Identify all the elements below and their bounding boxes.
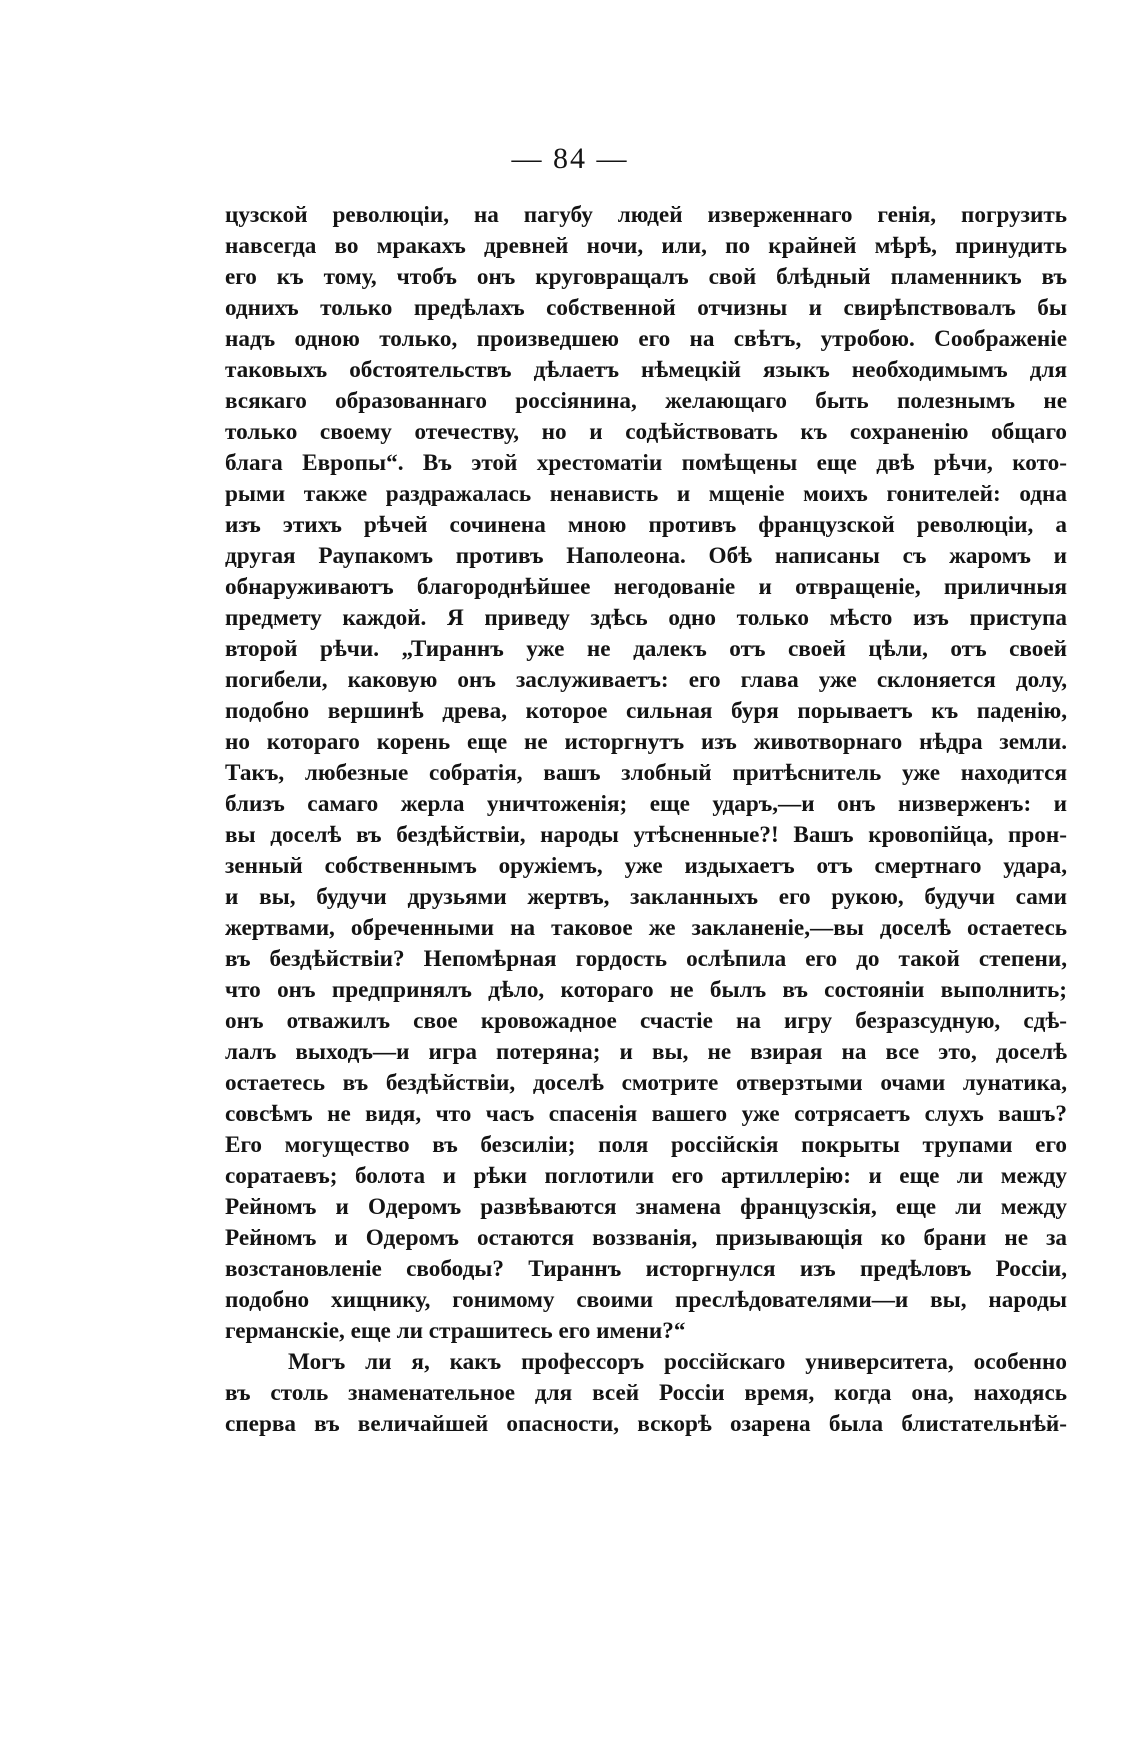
body-text xyxy=(225,200,1067,1440)
text-line: Могъ ли я, какъ профессоръ россійскаго университета, особенно xyxy=(288,1349,1067,1375)
text-line: надъ одною только, произведшею его на свѣтъ, утробою. Соображеніе xyxy=(225,326,1067,352)
text-line: лалъ выходъ—и игра потеряна; и вы, не взирая на все это, доселѣ xyxy=(225,1039,1067,1065)
text-line: что онъ предпринялъ дѣло, котораго не былъ въ состояніи выполнить; xyxy=(225,977,1067,1003)
text-line: Рейномъ и Одеромъ развѣваются знамена французскія, еще ли между xyxy=(225,1194,1067,1220)
text-line: изъ этихъ рѣчей сочинена мною противъ французской революціи, а xyxy=(225,512,1067,538)
text-line: навсегда во мракахъ древней ночи, или, по крайней мѣрѣ, принудить xyxy=(225,233,1067,259)
text-line: сперва въ величайшей опасности, вскорѣ озарена была блистательнѣй- xyxy=(225,1411,1067,1437)
text-line: другая Раупакомъ противъ Наполеона. Обѣ написаны съ жаромъ и xyxy=(225,543,1067,569)
text-line: погибели, каковую онъ заслуживаетъ: его глава уже склоняется долу, xyxy=(225,667,1067,693)
text-line: предмету каждой. Я приведу здѣсь одно только мѣсто изъ приступа xyxy=(225,605,1067,631)
text-line: и вы, будучи друзьями жертвъ, закланныхъ его рукою, будучи сами xyxy=(225,884,1067,910)
text-line: въ бездѣйствіи? Непомѣрная гордость ослѣпила его до такой степени, xyxy=(225,946,1067,972)
text-line: близъ самаго жерла уничтоженія; еще ударъ,—и онъ низверженъ: и xyxy=(225,791,1067,817)
text-line: обнаруживаютъ благороднѣйшее негодованіе и отвращеніе, приличныя xyxy=(225,574,1067,600)
text-line: но котораго корень еще не исторгнутъ изъ животворнаго нѣдра земли. xyxy=(225,729,1067,755)
text-line: рыми также раздражалась ненависть и мщеніе моихъ гонителей: одна xyxy=(225,481,1067,507)
text-line: соратаевъ; болота и рѣки поглотили его артиллерію: и еще ли между xyxy=(225,1163,1067,1189)
text-line: германскіе, еще ли страшитесь его имени?“ xyxy=(225,1318,686,1344)
text-line: всякаго образованнаго россіянина, желающаго быть полезнымъ не xyxy=(225,388,1067,414)
text-line: подобно хищнику, гонимому своими преслѣдователями—и вы, народы xyxy=(225,1287,1067,1313)
text-line: второй рѣчи. „Тираннъ уже не далекъ отъ своей цѣли, отъ своей xyxy=(225,636,1067,662)
text-line: подобно вершинѣ древа, которое сильная буря порываетъ къ паденію, xyxy=(225,698,1067,724)
text-line: блага Европы“. Въ этой хрестоматіи помѣщены еще двѣ рѣчи, кото- xyxy=(225,450,1067,476)
text-line: вы доселѣ въ бездѣйствіи, народы утѣсненные?! Вашъ кровопійца, прон- xyxy=(225,822,1067,848)
text-line: жертвами, обреченными на таковое же закланеніе,—вы доселѣ остаетесь xyxy=(225,915,1067,941)
text-line: онъ отважилъ свое кровожадное счастіе на игру безразсудную, сдѣ- xyxy=(225,1008,1067,1034)
text-line: Такъ, любезные собратія, вашъ злобный притѣснитель уже находится xyxy=(225,760,1067,786)
text-line: его къ тому, чтобъ онъ круговращалъ свой блѣдный пламенникъ въ xyxy=(225,264,1067,290)
text-line: цузской революціи, на пагубу людей изверженнаго генія, погрузить xyxy=(225,202,1067,228)
text-line: зенный собственнымъ оружіемъ, уже издыхаетъ отъ смертнаго удара, xyxy=(225,853,1067,879)
text-line: Рейномъ и Одеромъ остаются воззванія, призывающія ко брани не за xyxy=(225,1225,1067,1251)
text-line: Его могущество въ безсиліи; поля россійскія покрыты трупами его xyxy=(225,1132,1067,1158)
text-line: въ столь знаменательное для всей Россіи время, когда она, находясь xyxy=(225,1380,1067,1406)
text-line: остаетесь въ бездѣйствіи, доселѣ смотрите отверзтыми очами лунатика, xyxy=(225,1070,1067,1096)
text-line: совсѣмъ не видя, что часъ спасенія вашего уже сотрясаетъ слухъ вашъ? xyxy=(225,1101,1067,1127)
text-line: возстановленіе свободы? Тираннъ исторгнулся изъ предѣловъ Россіи, xyxy=(225,1256,1067,1282)
page-number: — 84 — xyxy=(511,142,629,175)
text-line: только своему отечеству, но и содѣйствовать къ сохраненію общаго xyxy=(225,419,1067,445)
text-line: однихъ только предѣлахъ собственной отчизны и свирѣпствовалъ бы xyxy=(225,295,1067,321)
text-line: таковыхъ обстоятельствъ дѣлаетъ нѣмецкій языкъ необходимымъ для xyxy=(225,357,1067,383)
